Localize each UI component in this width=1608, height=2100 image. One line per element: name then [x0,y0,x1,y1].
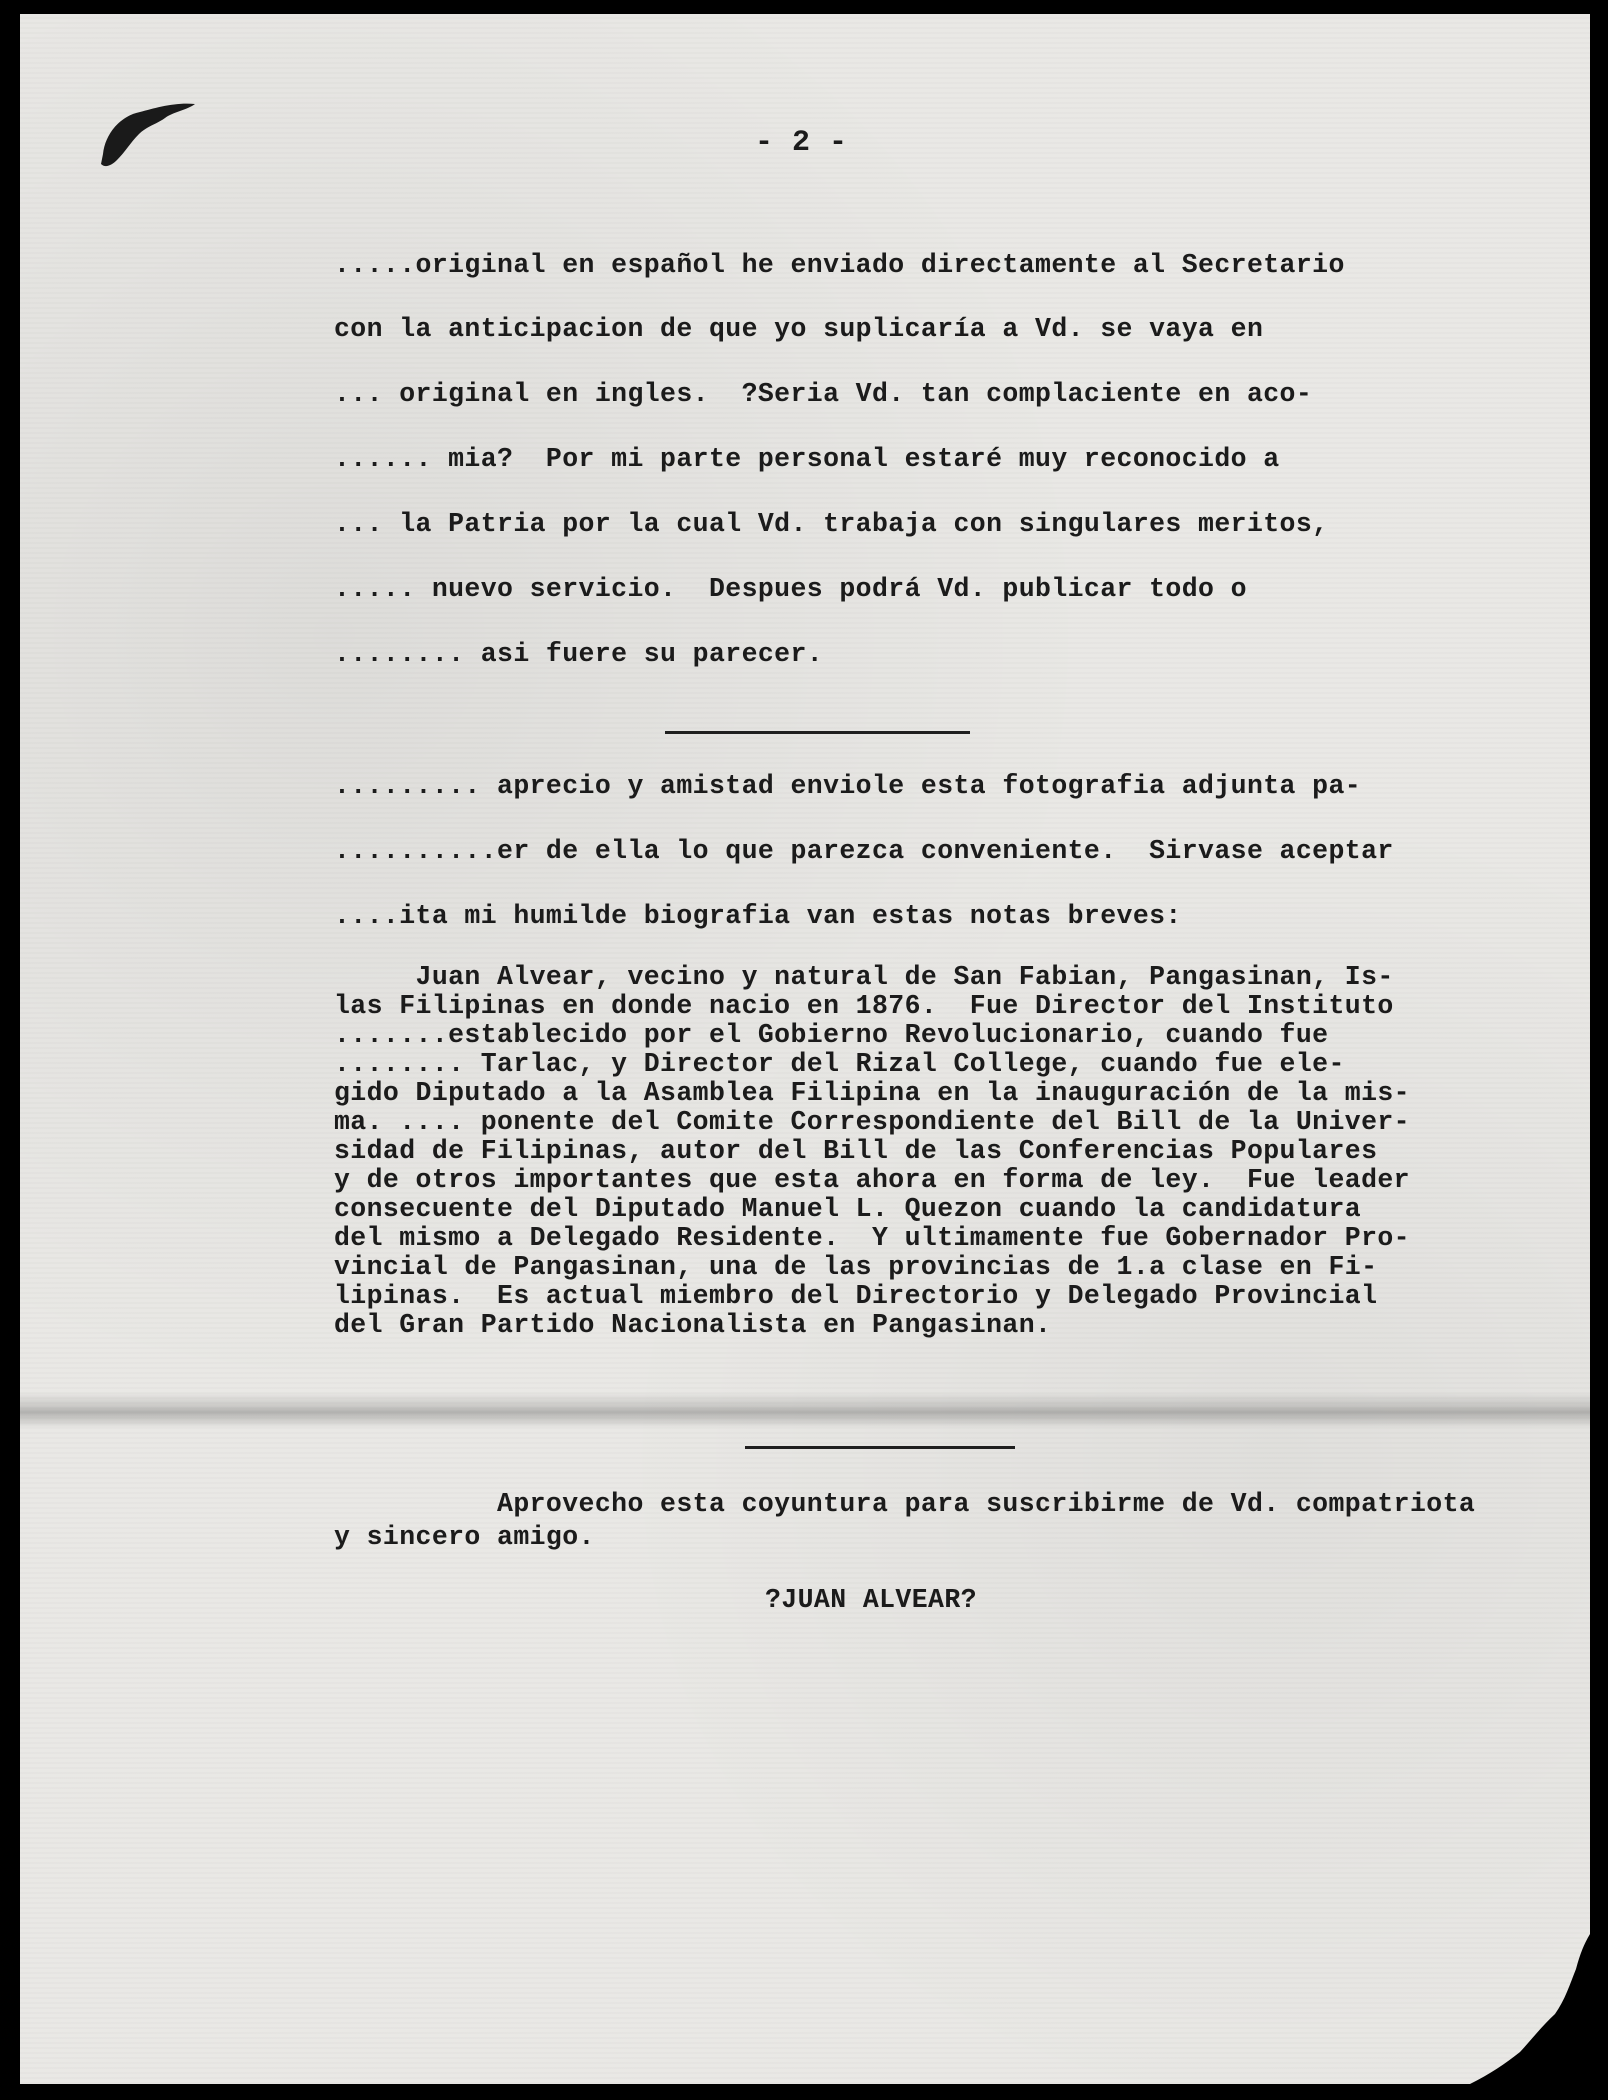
text-line: las Filipinas en donde nacio en 1876. Fue Director del Instituto [334,991,1394,1021]
paper-fold [20,1392,1590,1428]
text-line: lipinas. Es actual miembro del Directorio y Delegado Provincial [334,1281,1378,1311]
text-line: con la anticipacion de que yo suplicaría a Vd. se vaya en [334,314,1264,344]
text-line: gido Diputado a la Asamblea Filipina en la inauguración de la mis- [334,1078,1410,1108]
text-line: y de otros importantes que esta ahora en forma de ley. Fue leader [334,1165,1410,1195]
text-line: ma. .... ponente del Comite Correspondiente del Bill de la Univer- [334,1107,1410,1137]
text-line: .....original en español he enviado directamente al Secretario [334,250,1345,280]
ink-blot [95,94,205,174]
section-divider [665,731,970,734]
text-line: ...... mia? Por mi parte personal estaré muy reconocido a [334,444,1280,474]
text-line: ....ita mi humilde biografia van estas notas breves: [334,901,1182,931]
text-line: ... original en ingles. ?Seria Vd. tan complaciente en aco- [334,379,1313,409]
text-line: ..... nuevo servicio. Despues podrá Vd. publicar todo o [334,574,1247,604]
text-line: ..........er de ella lo que parezca conveniente. Sirvase aceptar [334,836,1394,866]
torn-corner [1470,1934,1590,2084]
text-line: Juan Alvear, vecino y natural de San Fabian, Pangasinan, Is- [334,962,1394,992]
text-line: sidad de Filipinas, autor del Bill de las Conferencias Populares [334,1136,1378,1166]
text-line: ........ asi fuere su parecer. [334,639,824,669]
text-line: ........ Tarlac, y Director del Rizal College, cuando fue ele- [334,1049,1345,1079]
text-line: del mismo a Delegado Residente. Y ultimamente fue Gobernador Pro- [334,1223,1410,1253]
text-line: consecuente del Diputado Manuel L. Quezon cuando la candidatura [334,1194,1362,1224]
signature: ?JUAN ALVEAR? [765,1585,977,1615]
document-page [20,14,1590,2084]
text-line: ......... aprecio y amistad enviole esta fotografia adjunta pa- [334,771,1362,801]
text-line: Aprovecho esta coyuntura para suscribirme de Vd. compatriota [334,1489,1476,1519]
section-divider [745,1446,1015,1449]
page-number: - 2 - [755,126,848,160]
text-line: ... la Patria por la cual Vd. trabaja con singulares meritos, [334,509,1329,539]
text-line: y sincero amigo. [334,1522,595,1552]
text-line: vincial de Pangasinan, una de las provincias de 1.a clase en Fi- [334,1252,1378,1282]
text-line: del Gran Partido Nacionalista en Pangasinan. [334,1310,1052,1340]
text-line: .......establecido por el Gobierno Revolucionario, cuando fue [334,1020,1329,1050]
